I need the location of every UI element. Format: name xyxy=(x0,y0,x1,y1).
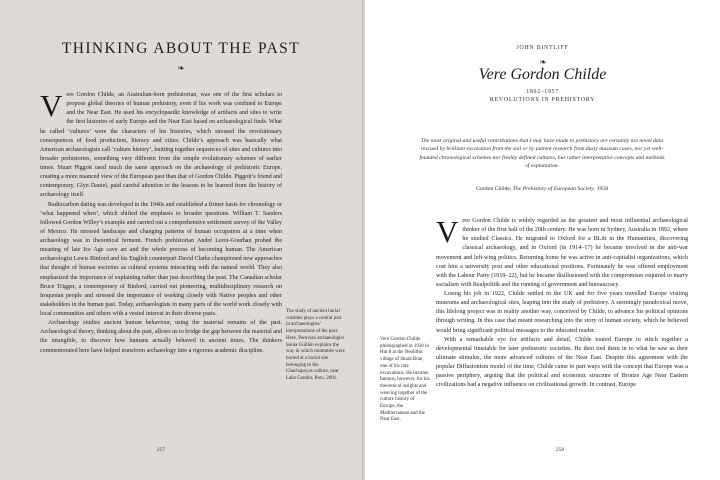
drop-cap: V xyxy=(436,214,459,249)
page-number-right: 258 xyxy=(555,447,565,453)
epigraph-attribution: Gordon Childe, The Prehistory of European Society, 1958 xyxy=(475,186,609,192)
essay-subtitle: REVOLUTIONS IN PREHISTORY xyxy=(489,97,596,103)
right-photo-caption: Vere Gordon Childe photographed in 1930 in Hut 8 at the Neolithic village of Skara Brae, one of his rare excavations. He became famous, however, for his theoretical insights and weaving together of the culture history of Europe, the Mediterranean and the Near East. xyxy=(380,337,430,423)
left-photo-caption: The study of ancient burial customs plays a central part in archaeologists’ interpretations of the past. Here, Peruvian archaeologist Sonia Guillén explains the way in which mummies were buried at a burial site belonging to the Chachapoyas culture, near Lake Condor, Peru, 2001. xyxy=(286,309,345,382)
left-body-text xyxy=(40,88,282,356)
fleuron-ornament-icon: ❧ xyxy=(539,58,547,68)
drop-cap: V xyxy=(40,88,63,123)
right-paragraph-3: With a remarkable eye for artifacts and detail, Childe toured Europe to stitch together a developmental timetable for later prehistoric societies. He then tied them in to what he saw as their ultimate stimulus, the more advanced cultures of the Near East. Despite this agreement with the popular Diffusionism model of the time, Childe came to part ways with the concept that Europe was a passive periphery, arguing that the political and economic structure of Bronze Age Near Eastern civilizations had a negative influence on civilizational growth. In contrast, Europe xyxy=(436,336,688,389)
right-body-text xyxy=(436,214,688,390)
left-paragraph-3: Archaeology studies ancient human behaviour, using the material remains of the past. Archaeological theory, thinking about the past, allows us to bridge the gap between the material and the intangible, to discover how humans actually behaved in ancient times. The thinkers commemorated here have helped transform archaeology into a rigorous academic discipline. xyxy=(40,320,282,354)
fleuron-ornament-icon: ❧ xyxy=(177,64,185,74)
right-paragraph-2: Losing his job in 1922, Childe settled in the UK and for five years travelled Europe visiting museums and archaeological sites, leaping into the study of prehistory. A seemingly paradoxical move, this lifelong project was in reality another way, conceived by Childe, to advance his political opinions through writing. In this case that meant researching into the story of human society, which he believed would bring significant political messages to the educated reader. xyxy=(436,291,688,334)
right-paragraph-1: Vere Gordon Childe is widely regarded as the greatest and most influential archaeological thinker of the first half of the 20th century. He was born in Sydney, Australia in 1892, where he studied Classics. He migrated to Oxford for a BLitt in the Humanities, discovering classical archaeology, and in Oxford (in 1914–17) he became involved in the anti-war movement and left-wing politics. Returning home he was active in anti-capitalist organizations, which cost him a university post and other educational positions. Fortunately he was offered employment with the Labour Party (1919–22), but he became disillusioned with the compromises required to marry socialism with Realpolitik and the running of government and bureaucracy. xyxy=(436,214,688,288)
chapter-title: THINKING ABOUT THE PAST xyxy=(61,40,301,57)
subject-name: Vere Gordon Childe xyxy=(478,66,607,83)
page-number-left: 257 xyxy=(156,447,166,453)
left-paragraph-1: Vere Gordon Childe, an Australian-born prehistorian, was one of the first scholars to propose global theories of human prehistory, even if his work was confined to Europe and the Near East. He used his encyclopaedic knowledge of artifacts and sites to write the first histories of early Europe and the Near East based on archaeological finds. What he called ‘cultures’ were the characters of his histories, which stressed the revolutionary consequences of food production, literacy and cities. Childe’s approach was basically what American archaeologists call ‘culture history’, knitting together sequences of sites and cultures into broader prehistories, something very different from the simple evolutionary schemes of earlier times. Stuart Piggott used much the same approach on the archaeology of prehistoric Europe, creating a more nuanced view of the European past than that of Gordon Childe. Piggott’s friend and contemporary, Glyn Daniel, paid careful attention to the lessons to be learned from the history of archaeology itself. xyxy=(40,88,282,199)
epigraph-quote: The most original and useful contributions that I may have made to prehistory are certainly not novel data rescued by brilliant excavation from the soil or by patient research from dusty museum cases, nor yet well-founded chronological schemes nor freshly defined cultures, but rather interpretative concepts and methods of explanation. xyxy=(419,138,665,170)
essay-author: JOHN BINTLIFF xyxy=(516,45,569,51)
left-paragraph-2: Radiocarbon dating was developed in the 1940s and established a firmer basis for chronology or ‘what happened when’, which shifted the emphasis to broader questions. William T. Sanders followed Gordon Willey’s example and carried out a comprehensive settlement survey of the Valley of Mexico. He stressed landscape and changing patterns of human occupation at a time when archaeology was in theoretical ferment. French prehistorian André Leroi-Gourhan probed the meaning of late Ice Age cave art and the whole process of becoming human. The American archaeologist Lewis Binford and his English counterpart David Clarke championed new approaches that thought of human societies as cultural systems interacting with the natural world. They also emphasized the importance of explaining rather than just describing the past. The Canadian scholar Bruce Trigger, a contemporary of Binford, carried out pioneering, multidisciplinary research on Iroquoian people and stressed the importance of working closely with Native peoples and other stakeholders in the human past. Today, archaeologists in many parts of the world work closely with local communities and others with a vested interest in their diverse pasts. xyxy=(40,201,282,317)
right-page xyxy=(365,0,720,480)
life-years: 1892–1957 xyxy=(526,89,559,95)
